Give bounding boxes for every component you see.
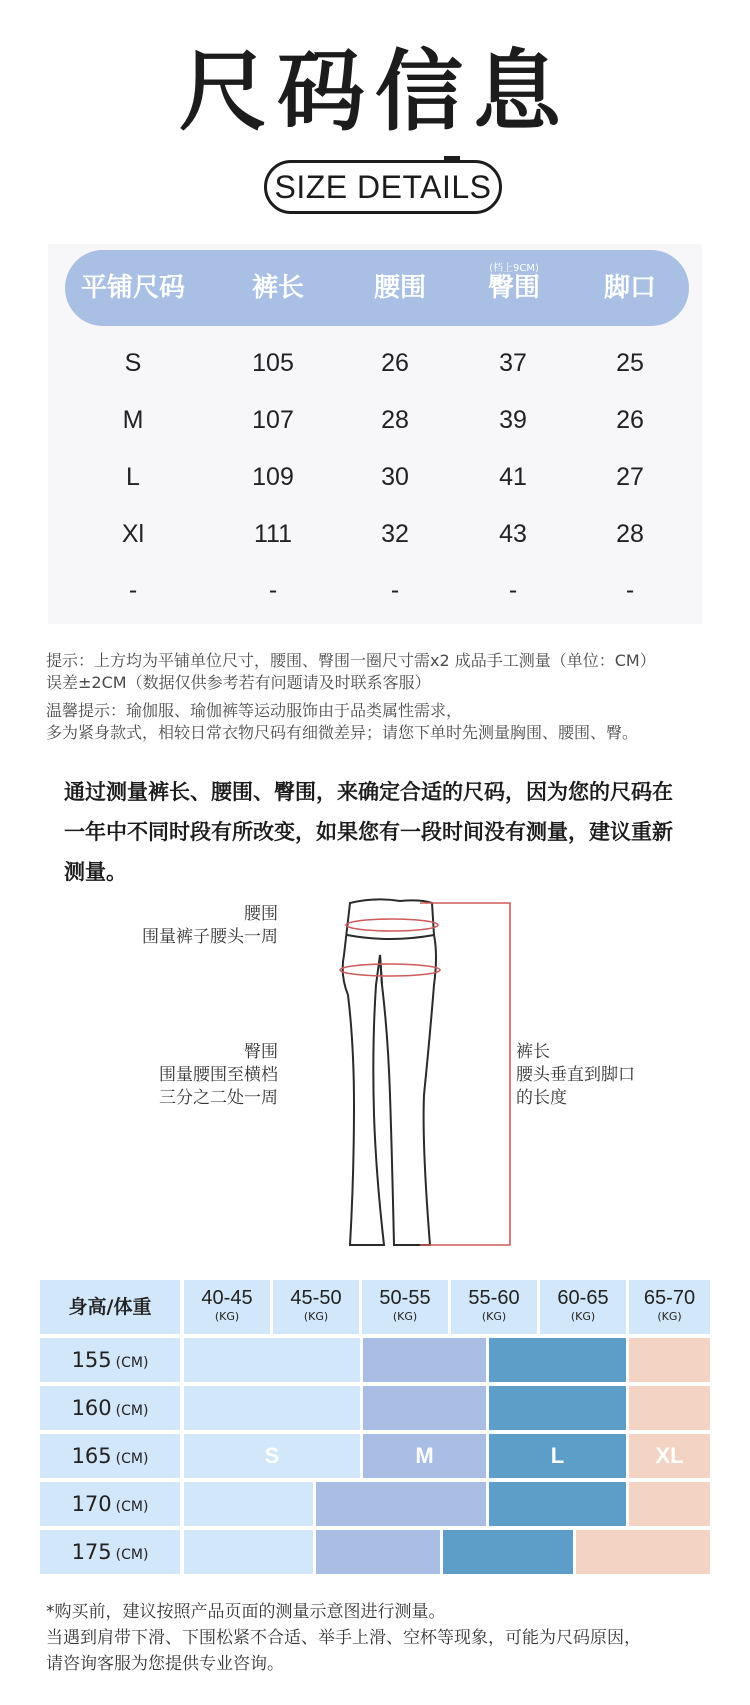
footer-line: 请咨询客服为您提供专业咨询。 [46, 1654, 284, 1674]
height-row-label: 160 (CM) [40, 1386, 180, 1430]
crotch-line [380, 955, 382, 985]
col-header-length: 裤长 [251, 273, 304, 303]
hip-cell: 43 [499, 520, 527, 548]
height-row-label: 155 (CM) [40, 1338, 180, 1382]
length-title: 裤长 [516, 1042, 550, 1062]
hip-desc: 围量腰围至横档 [159, 1065, 278, 1085]
weight-header: 60-65 (KG) [540, 1280, 626, 1334]
fit-cell-S [184, 1338, 360, 1382]
footer-line: 当遇到肩带下滑、下围松紧不合适、举手上滑、空杯等现象，可能为尺码原因， [46, 1628, 641, 1648]
length-desc: 腰头垂直到脚口 [516, 1065, 635, 1085]
subtitle-badge: SIZE DETAILS [264, 160, 502, 214]
hip-cell: 41 [499, 463, 527, 491]
size-label-S: S [264, 1443, 280, 1468]
waist-measure-mark [346, 919, 438, 931]
height-row-label: 170 (CM) [40, 1482, 180, 1526]
note-line: 多为紧身款式，相较日常衣物尺码有细微差异；请您下单时先测量胸围、腰围、臀。 [46, 723, 639, 742]
height-row-label: 175 (CM) [40, 1530, 180, 1574]
length-cell: 111 [253, 520, 292, 548]
col-header-hip: 臀围 [487, 273, 540, 303]
fit-cell-L [489, 1482, 626, 1526]
col-header-hem: 脚口 [603, 273, 656, 303]
intro-line: 通过测量裤长、腰围、臀围，来确定合适的尺码，因为您的尺码在 [64, 780, 673, 804]
length-cell: 109 [252, 463, 294, 491]
waist-cell: 26 [381, 349, 409, 377]
hip-note: (档上9CM) [489, 263, 539, 274]
weight-header: 65-70 (KG) [629, 1280, 710, 1334]
length-cell: - [268, 576, 278, 604]
size-cell: S [124, 349, 142, 377]
waist-cell: 28 [381, 406, 409, 434]
fit-cell-S [184, 1482, 313, 1526]
hem-cell: 26 [616, 406, 644, 434]
fit-chart-corner: 身高/体重 [40, 1280, 180, 1334]
size-label-L: L [550, 1443, 565, 1468]
weight-header: 55-60 (KG) [451, 1280, 537, 1334]
note-line: 提示：上方均为平铺单位尺寸，腰围、臀围一圈尺寸需x2 成品手工测量（单位：CM） [46, 651, 656, 670]
length-desc: 的长度 [516, 1088, 567, 1108]
fit-cell-S [184, 1530, 313, 1574]
note-line: 误差±2CM（数据仅供参考若有问题请及时联系客服） [46, 673, 431, 692]
size-cell: Xl [121, 520, 145, 548]
pants-outline [343, 899, 436, 1245]
pants-diagram [320, 895, 520, 1255]
size-label-M: M [415, 1443, 434, 1468]
height-row-label: 165 (CM) [40, 1434, 180, 1478]
fit-cell-L [489, 1338, 626, 1382]
length-cell: 107 [252, 406, 294, 434]
size-cell: L [126, 463, 140, 491]
hip-desc: 三分之二处一周 [159, 1088, 278, 1108]
weight-header: 40-45 (KG) [184, 1280, 270, 1334]
waist-cell: 30 [381, 463, 409, 491]
hip-title: 臀围 [244, 1042, 278, 1062]
hip-cell: - [508, 576, 518, 604]
fit-cell-XL [629, 1482, 710, 1526]
fit-cell-XL [576, 1530, 710, 1574]
waist-cell: - [390, 576, 400, 604]
size-label-XL: XL [655, 1443, 684, 1468]
waist-desc: 围量裤子腰头一周 [142, 927, 278, 947]
intro-line: 一年中不同时段有所改变，如果您有一段时间没有测量，建议重新 [64, 820, 673, 844]
size-cell: M [122, 406, 144, 434]
waist-title: 腰围 [244, 904, 278, 924]
size-cell: - [128, 576, 138, 604]
col-header-flat-size: 平铺尺码 [80, 273, 185, 303]
page-title: 尺码信息 [178, 40, 571, 143]
fit-cell-S [184, 1386, 360, 1430]
fit-cell-L [443, 1530, 573, 1574]
weight-header: 50-55 (KG) [362, 1280, 448, 1334]
hem-cell: 28 [616, 520, 644, 548]
hip-cell: 39 [499, 406, 527, 434]
fit-cell-M [363, 1386, 486, 1430]
fit-cell-M [316, 1482, 486, 1526]
hip-cell: 37 [499, 349, 527, 377]
length-measure-mark [420, 903, 510, 1245]
col-header-waist: 腰围 [373, 273, 426, 303]
fit-cell-XL [629, 1386, 710, 1430]
fit-cell-L [489, 1386, 626, 1430]
hip-measure-mark [340, 964, 440, 976]
waist-cell: 32 [381, 520, 409, 548]
weight-header: 45-50 (KG) [273, 1280, 359, 1334]
length-cell: 105 [252, 349, 294, 377]
note-line: 温馨提示：瑜伽服、瑜伽裤等运动服饰由于品类属性需求， [46, 701, 463, 720]
waistband-line [347, 935, 434, 939]
hem-cell: 27 [616, 463, 644, 491]
hem-cell: 25 [616, 349, 644, 377]
intro-line: 测量。 [64, 860, 127, 884]
fit-cell-XL [629, 1338, 710, 1382]
fit-cell-M [316, 1530, 440, 1574]
footer-line: *购买前，建议按照产品页面的测量示意图进行测量。 [46, 1602, 446, 1622]
hem-cell: - [625, 576, 635, 604]
fit-cell-M [363, 1338, 486, 1382]
